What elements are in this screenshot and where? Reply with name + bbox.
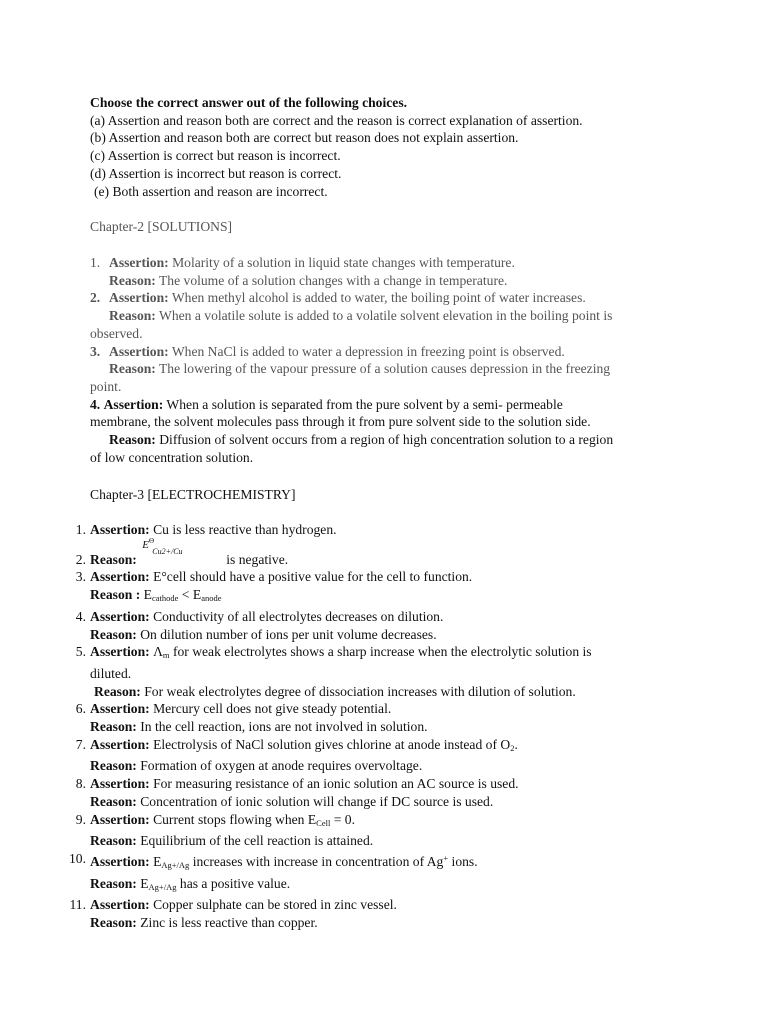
ch3-item-10: 10. Assertion: $E_{Ag+/Ag}$ increases with increase in concentration of Ag+ ions. Reason: $E_{Ag+/Ag}$ has a positive value.	[69, 850, 478, 892]
ch3-item-4: 4. Assertion: Conductivity of all electrolytes decreases on dilution. Reason: On dilution number of ions per unit volume decreases.	[75, 608, 444, 642]
standard-electrode-potential-symbol: $E^\Theta$ Cu2+/Cu	[142, 536, 183, 556]
ch3-item-6: 6. Assertion: Mercury cell does not give steady potential. Reason: In the cell reaction, ions are not involved in solution.	[75, 701, 428, 735]
choice-e: (e) Both assertion and reason are incorrect.	[94, 183, 328, 199]
ch3-item-9: 9. Assertion: Current stops flowing when $E_{Cell} = 0$. Reason: Equilibrium of the cell reaction is attained.	[75, 811, 374, 849]
ch2-item-4-assertion: 4. Assertion: When a solution is separated from the pure solvent by a semi- permeable membrane, the solvent molecules pass through it from pure solvent side to the solution side.	[90, 396, 591, 430]
ch3-item-2: 2. Reason: $E^\Theta$ Cu2+/Cu is negative.	[75, 536, 289, 567]
chapter2-title: Chapter-2 [SOLUTIONS]	[90, 219, 233, 234]
ch2-item-3-reason: Reason: The lowering of the vapour pressure of a solution causes depression in the freezing point.	[90, 361, 611, 394]
ch3-item-8: 8. Assertion: For measuring resistance of an ionic solution an AC source is used. Reason: Concentration of ionic solution will change if DC source is used.	[75, 776, 519, 809]
ch3-item-7: 7. Assertion: Electrolysis of NaCl solution gives chlorine at anode instead of $O_2$. Reason: Formation of oxygen at anode requires overvoltage.	[75, 736, 518, 774]
chapter2-questions	[90, 254, 670, 466]
ch2-item-3-assertion: 3. Assertion: When NaCl is added to water a depression in freezing point is observed.	[90, 343, 565, 359]
chapter3-title: Chapter-3 [ELECTROCHEMISTRY]	[90, 487, 296, 502]
ch2-item-1-assertion: 1. Assertion: Molarity of a solution in liquid state changes with temperature.	[90, 255, 515, 270]
ch3-item-3: 3. Assertion: E°cell should have a positive value for the cell to function. Reason : $E_{cathode} < E_{anode}$	[75, 569, 473, 604]
ch3-item-1: 1. Assertion: Cu is less reactive than hydrogen.	[75, 522, 337, 537]
ch3-item-5: 5. Assertion: $\Lambda_m$ for weak electrolytes shows a sharp increase when the electrolytic solution is diluted. Reason: For weak electrolytes degree of dissociation increases with dilution of solution.	[75, 644, 592, 699]
ch3-item-11: 11. Assertion: Copper sulphate can be stored in zinc vessel. Reason: Zinc is less reactive than copper.	[69, 897, 397, 931]
choice-d: (d) Assertion is incorrect but reason is correct.	[90, 165, 342, 181]
instructions	[90, 94, 690, 200]
ch2-item-4-reason: Reason: Diffusion of solvent occurs from a region of high concentration solution to a region of low concentration solution.	[90, 432, 614, 465]
choice-a: (a) Assertion and reason both are correct and the reason is correct explanation of assertion.	[90, 112, 583, 128]
choice-b: (b) Assertion and reason both are correct but reason does not explain assertion.	[90, 130, 519, 146]
chapter3-questions	[60, 521, 660, 932]
ch2-item-2-reason: Reason: When a volatile solute is added to a volatile solvent elevation in the boiling point is observed.	[90, 308, 613, 341]
instructions-heading: Choose the correct answer out of the following choices.	[90, 95, 408, 110]
choice-c: (c) Assertion is correct but reason is incorrect.	[90, 148, 341, 164]
ch2-item-2-assertion: 2. Assertion: When methyl alcohol is added to water, the boiling point of water increases.	[90, 290, 586, 306]
ch2-item-1-reason: Reason: The volume of a solution changes with a change in temperature.	[109, 272, 508, 288]
